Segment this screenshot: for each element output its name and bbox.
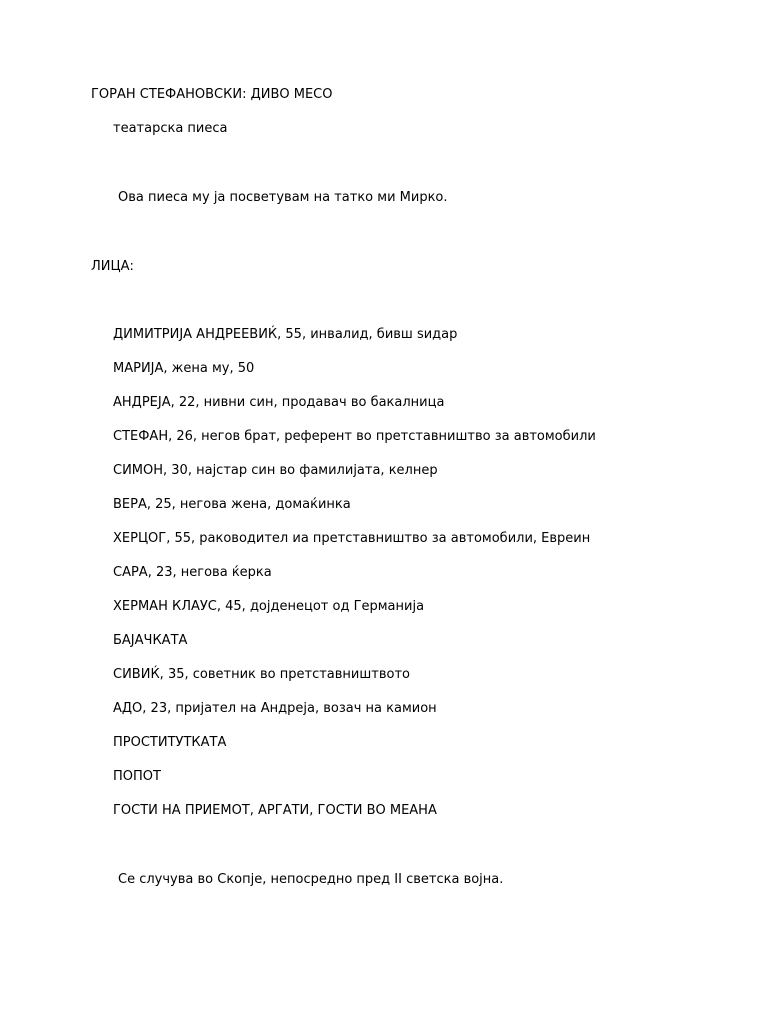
character-item: СТЕФАН, 26, негов брат, референт во претставништво за автомобили — [113, 429, 596, 444]
setting-note: Се случува во Скопје, непосредно пред II светска војна. — [118, 872, 504, 887]
document-subtitle: театарска пиеса — [113, 121, 228, 136]
character-item: БАЈАЧКАТА — [113, 633, 188, 648]
character-item: САРА, 23, негова ќерка — [113, 565, 272, 580]
character-item: ВЕРА, 25, негова жена, домаќинка — [113, 497, 351, 512]
character-item: ПОПОТ — [113, 769, 161, 784]
character-item: ДИМИТРИЈА АНДРЕЕВИЌ, 55, инвалид, бивш ѕидар — [113, 327, 458, 342]
character-item: АНДРЕЈА, 22, нивни син, продавач во бакалница — [113, 395, 445, 410]
character-item: ХЕРМАН КЛАУС, 45, дојденецот од Германија — [113, 599, 425, 614]
dedication: Ова пиеса му ја посветувам на татко ми Мирко. — [118, 190, 448, 205]
character-item: АДО, 23, пријател на Андреја, возач на камион — [113, 701, 437, 716]
character-item: ПРОСТИТУТКАТА — [113, 735, 227, 750]
document-title: ГОРАН СТЕФАНОВСКИ: ДИВО МЕСО — [91, 87, 333, 102]
character-item: ХЕРЦОГ, 55, раководител иа претставништво за автомобили, Евреин — [113, 531, 591, 546]
character-item: ГОСТИ НА ПРИЕМОТ, АРГАТИ, ГОСТИ ВО МЕАНА — [113, 803, 437, 818]
character-item: СИВИЌ, 35, советник во претставништвото — [113, 667, 410, 682]
characters-heading: ЛИЦА: — [91, 259, 134, 274]
character-item: СИМОН, 30, најстар син во фамилијата, келнер — [113, 463, 438, 478]
character-item: МАРИЈА, жена му, 50 — [113, 361, 255, 376]
